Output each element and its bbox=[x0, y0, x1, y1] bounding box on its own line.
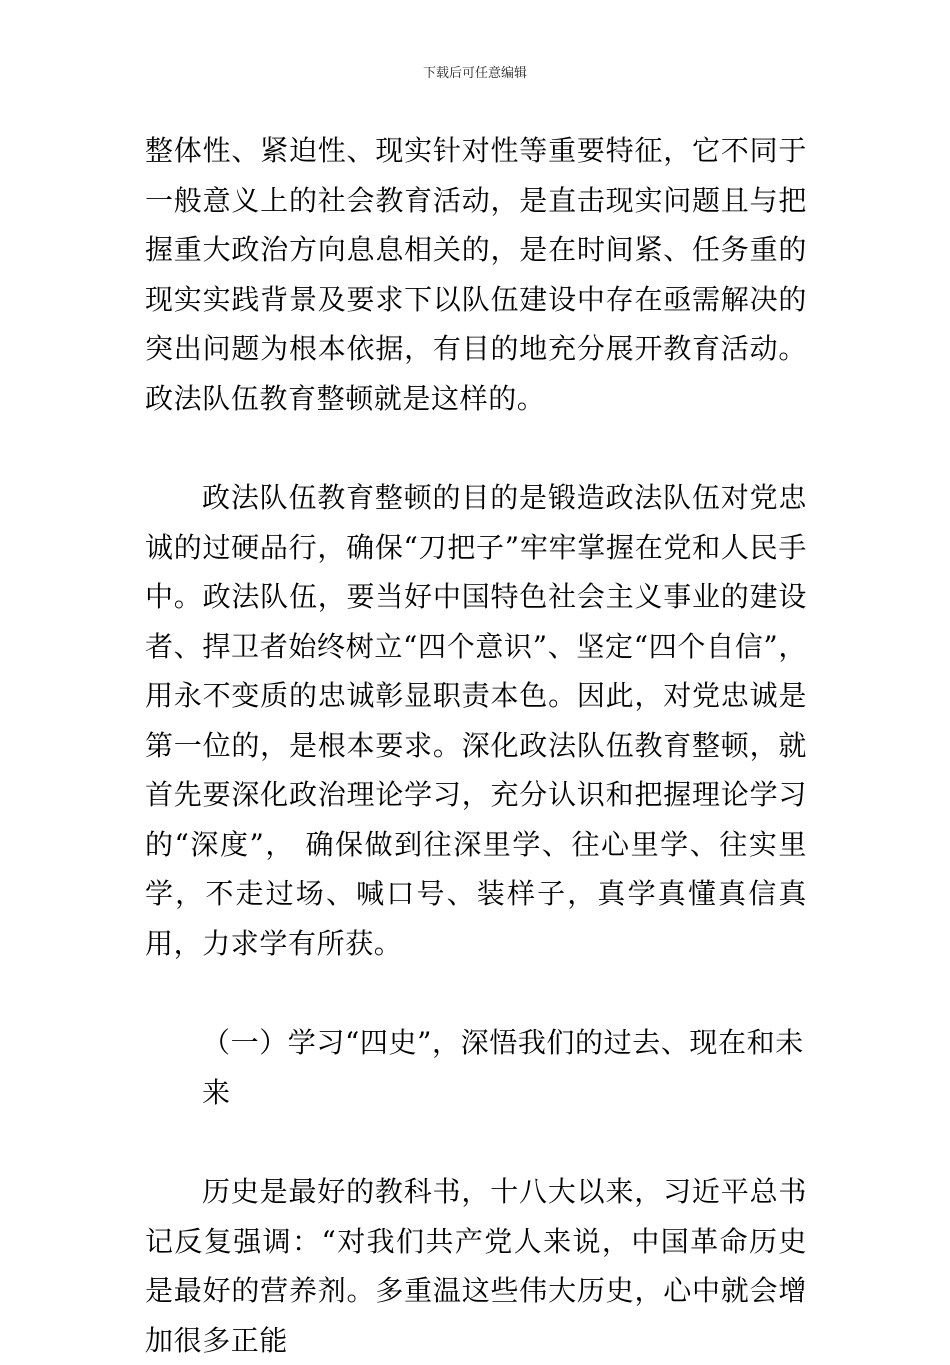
paragraph-continuation: 整体性、紧迫性、现实针对性等重要特征，它不同于一般意义上的社会教育活动，是直击现实问题且与把握重大政治方向息息相关的，是在时间紧、任务重的现实实践背景及要求下以队伍建设中存在亟需解决的突出问题为根本依据，有目的地充分展开教育活动。政法队伍教育整顿就是这样的。 bbox=[145, 134, 807, 415]
paragraph-gap bbox=[145, 1117, 807, 1167]
paragraph-purpose: 政法队伍教育整顿的目的是锻造政法队伍对党忠诚的过硬品行，确保“刀把子”牢牢掌握在党和人民手中。政法队伍，要当好中国特色社会主义事业的建设者、捍卫者始终树立“四个意识”、坚定“四个自信”，用永不变质的忠诚彰显职责本色。因此，对党忠诚是第一位的，是根本要求。深化政法队伍教育整顿，就首先要深化政治理论学习，充分认识和把握理论学习的“深度”， 确保做到往深里学、往心里学、往实里学，不走过场、喊口号、装样子，真学真懂真信真用，力求学有所获。 bbox=[145, 481, 807, 960]
page-header-note: 下载后可任意编辑 bbox=[422, 66, 527, 81]
paragraph-history: 历史是最好的教科书，十八大以来，习近平总书记反复强调：“对我们共产党人来说，中国革命历史是最好的营养剂。多重温这些伟大历史，心中就会增加很多正能 bbox=[145, 1175, 807, 1357]
paragraph-gap bbox=[145, 423, 807, 473]
document-body bbox=[145, 126, 807, 1365]
section-heading: （一）学习“四史”，深悟我们的过去、现在和未来 bbox=[202, 1026, 804, 1109]
paragraph-gap bbox=[145, 968, 807, 1018]
